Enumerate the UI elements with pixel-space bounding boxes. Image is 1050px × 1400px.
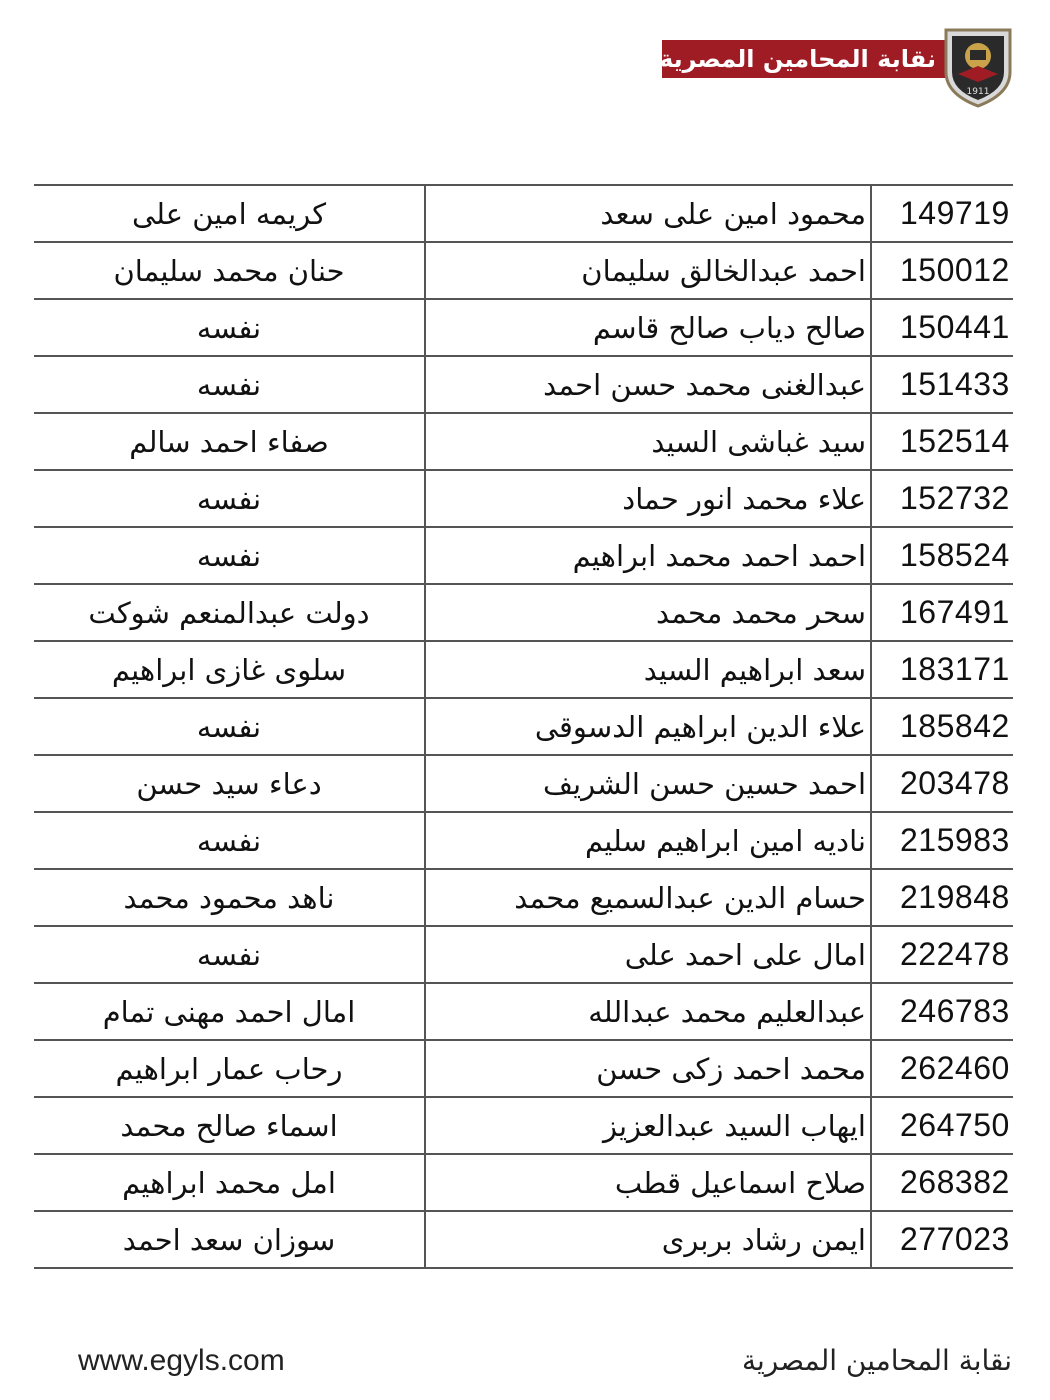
name-cell: احمد احمد محمد ابراهيم: [425, 527, 871, 584]
membership-id-cell: 219848: [871, 869, 1013, 926]
table-row: [34, 926, 1013, 983]
beneficiary-cell: امل محمد ابراهيم: [34, 1154, 425, 1211]
membership-id-cell: 152732: [871, 470, 1013, 527]
name-cell: علاء محمد انور حماد: [425, 470, 871, 527]
emblem-year: 1911: [966, 87, 990, 97]
roster-table: [34, 184, 1013, 1269]
footer-url[interactable]: www.egyls.com: [78, 1344, 285, 1377]
table-row: [34, 1211, 1013, 1268]
beneficiary-cell: حنان محمد سليمان: [34, 242, 425, 299]
membership-id-cell: 158524: [871, 527, 1013, 584]
beneficiary-cell: نفسه: [34, 356, 425, 413]
beneficiary-cell: كريمه امين على: [34, 185, 425, 242]
table-row: [34, 1097, 1013, 1154]
name-cell: حسام الدين عبدالسميع محمد: [425, 869, 871, 926]
beneficiary-cell: دعاء سيد حسن: [34, 755, 425, 812]
beneficiary-cell: سلوى غازى ابراهيم: [34, 641, 425, 698]
syndicate-emblem-icon: [940, 22, 1016, 108]
membership-id-cell: 150441: [871, 299, 1013, 356]
name-cell: سيد غباشى السيد: [425, 413, 871, 470]
beneficiary-cell: نفسه: [34, 470, 425, 527]
table-row: [34, 242, 1013, 299]
name-cell: صلاح اسماعيل قطب: [425, 1154, 871, 1211]
header-title: نقابة المحامين المصرية: [659, 45, 936, 73]
membership-id-cell: 203478: [871, 755, 1013, 812]
table-row: [34, 527, 1013, 584]
membership-id-cell: 222478: [871, 926, 1013, 983]
beneficiary-cell: نفسه: [34, 812, 425, 869]
name-cell: محمود امين على سعد: [425, 185, 871, 242]
membership-id-cell: 246783: [871, 983, 1013, 1040]
membership-id-cell: 268382: [871, 1154, 1013, 1211]
name-cell: احمد عبدالخالق سليمان: [425, 242, 871, 299]
name-cell: محمد احمد زكى حسن: [425, 1040, 871, 1097]
beneficiary-cell: نفسه: [34, 299, 425, 356]
table-row: [34, 698, 1013, 755]
membership-id-cell: 215983: [871, 812, 1013, 869]
membership-id-cell: 277023: [871, 1211, 1013, 1268]
beneficiary-cell: رحاب عمار ابراهيم: [34, 1040, 425, 1097]
membership-id-cell: 262460: [871, 1040, 1013, 1097]
beneficiary-cell: اسماء صالح محمد: [34, 1097, 425, 1154]
membership-id-cell: 149719: [871, 185, 1013, 242]
membership-id-cell: 167491: [871, 584, 1013, 641]
table-row: [34, 812, 1013, 869]
membership-id-cell: 152514: [871, 413, 1013, 470]
name-cell: امال على احمد على: [425, 926, 871, 983]
name-cell: احمد حسين حسن الشريف: [425, 755, 871, 812]
table-row: [34, 185, 1013, 242]
name-cell: عبدالعليم محمد عبدالله: [425, 983, 871, 1040]
name-cell: عبدالغنى محمد حسن احمد: [425, 356, 871, 413]
name-cell: ايمن رشاد بربرى: [425, 1211, 871, 1268]
name-cell: ناديه امين ابراهيم سليم: [425, 812, 871, 869]
table-row: [34, 413, 1013, 470]
name-cell: سحر محمد محمد: [425, 584, 871, 641]
roster-body: [34, 185, 1013, 1268]
beneficiary-cell: دولت عبدالمنعم شوكت: [34, 584, 425, 641]
table-row: [34, 584, 1013, 641]
footer-name: نقابة المحامين المصرية: [742, 1344, 1012, 1377]
table-row: [34, 299, 1013, 356]
membership-id-cell: 185842: [871, 698, 1013, 755]
table-row: [34, 983, 1013, 1040]
beneficiary-cell: نفسه: [34, 926, 425, 983]
beneficiary-cell: نفسه: [34, 698, 425, 755]
name-cell: صالح دياب صالح قاسم: [425, 299, 871, 356]
table-row: [34, 356, 1013, 413]
beneficiary-cell: صفاء احمد سالم: [34, 413, 425, 470]
table-row: [34, 1154, 1013, 1211]
membership-id-cell: 151433: [871, 356, 1013, 413]
table-row: [34, 641, 1013, 698]
table-row: [34, 470, 1013, 527]
name-cell: ايهاب السيد عبدالعزيز: [425, 1097, 871, 1154]
name-cell: سعد ابراهيم السيد: [425, 641, 871, 698]
membership-id-cell: 183171: [871, 641, 1013, 698]
beneficiary-cell: امال احمد مهنى تمام: [34, 983, 425, 1040]
table-row: [34, 1040, 1013, 1097]
table-row: [34, 869, 1013, 926]
beneficiary-cell: نفسه: [34, 527, 425, 584]
membership-id-cell: 150012: [871, 242, 1013, 299]
beneficiary-cell: سوزان سعد احمد: [34, 1211, 425, 1268]
membership-id-cell: 264750: [871, 1097, 1013, 1154]
header-banner: [659, 40, 954, 78]
name-cell: علاء الدين ابراهيم الدسوقى: [425, 698, 871, 755]
beneficiary-cell: ناهد محمود محمد: [34, 869, 425, 926]
table-row: [34, 755, 1013, 812]
